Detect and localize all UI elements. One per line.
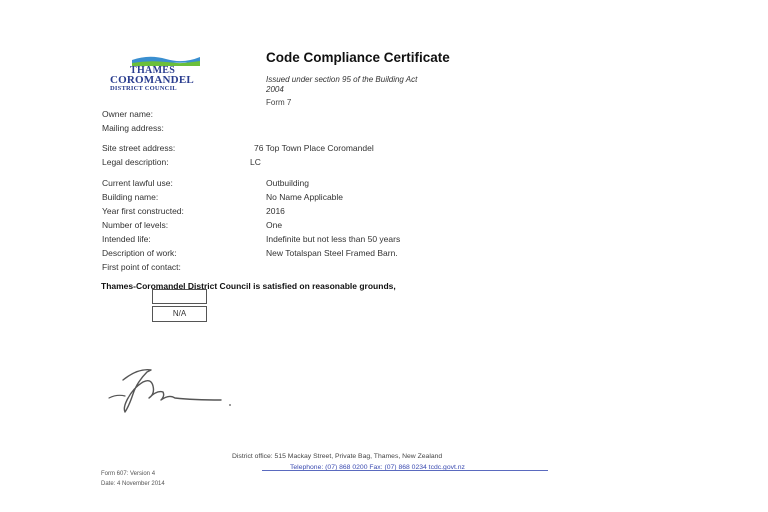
building-name-label: Building name:: [102, 192, 159, 202]
intended-life-value: Indefinite but not less than 50 years: [266, 234, 401, 244]
logo-line-2: COROMANDEL: [110, 74, 194, 86]
footer-divider: [262, 470, 548, 471]
issued-under: [266, 75, 546, 95]
description-of-work-value: New Totalspan Steel Framed Barn.: [266, 248, 398, 258]
site-address-value: 76 Top Town Place Coromandel: [254, 143, 374, 153]
site-address-label: Site street address:: [102, 143, 176, 153]
checkbox-empty: [152, 289, 207, 304]
mailing-address-label: Mailing address:: [102, 123, 164, 133]
number-of-levels-value: One: [266, 220, 283, 230]
issued-line-1: Issued under section 95 of the Building Act: [266, 75, 418, 84]
lawful-use-value: Outbuilding: [266, 178, 310, 188]
form-version: Form 607: Version 4: [101, 471, 156, 477]
council-logo: [104, 56, 226, 96]
lawful-use-label: Current lawful use:: [102, 178, 173, 188]
building-name-value: No Name Applicable: [266, 192, 344, 202]
year-constructed-label: Year first constructed:: [102, 206, 184, 216]
logo-line-3: DISTRICT COUNCIL: [110, 85, 177, 92]
owner-name-label: Owner name:: [102, 109, 154, 119]
year-constructed-value: 2016: [266, 206, 285, 216]
form-number: Form 7: [266, 98, 292, 107]
certificate-title: Code Compliance Certificate: [266, 50, 450, 65]
telephone-line: Telephone: (07) 868 0200 Fax: (07) 868 0234 tcdc.govt.nz: [290, 464, 465, 471]
signature-icon: [103, 360, 243, 420]
form-date: Date: 4 November 2014: [101, 481, 165, 487]
issued-line-2: 2004: [266, 85, 284, 94]
na-box: N/A: [152, 306, 207, 322]
legal-description-label: Legal description:: [102, 157, 169, 167]
legal-description-value: LC: [250, 157, 261, 167]
logo-line-1: THAMES: [130, 65, 176, 76]
satisfied-statement: Thames-Coromandel District Council is satisfied on reasonable grounds,: [101, 281, 396, 291]
description-of-work-label: Description of work:: [102, 248, 177, 258]
intended-life-label: Intended life:: [102, 234, 151, 244]
number-of-levels-label: Number of levels:: [102, 220, 169, 230]
district-office: District office: 515 Mackay Street, Private Bag, Thames, New Zealand: [232, 453, 443, 460]
first-contact-label: First point of contact:: [102, 262, 181, 272]
